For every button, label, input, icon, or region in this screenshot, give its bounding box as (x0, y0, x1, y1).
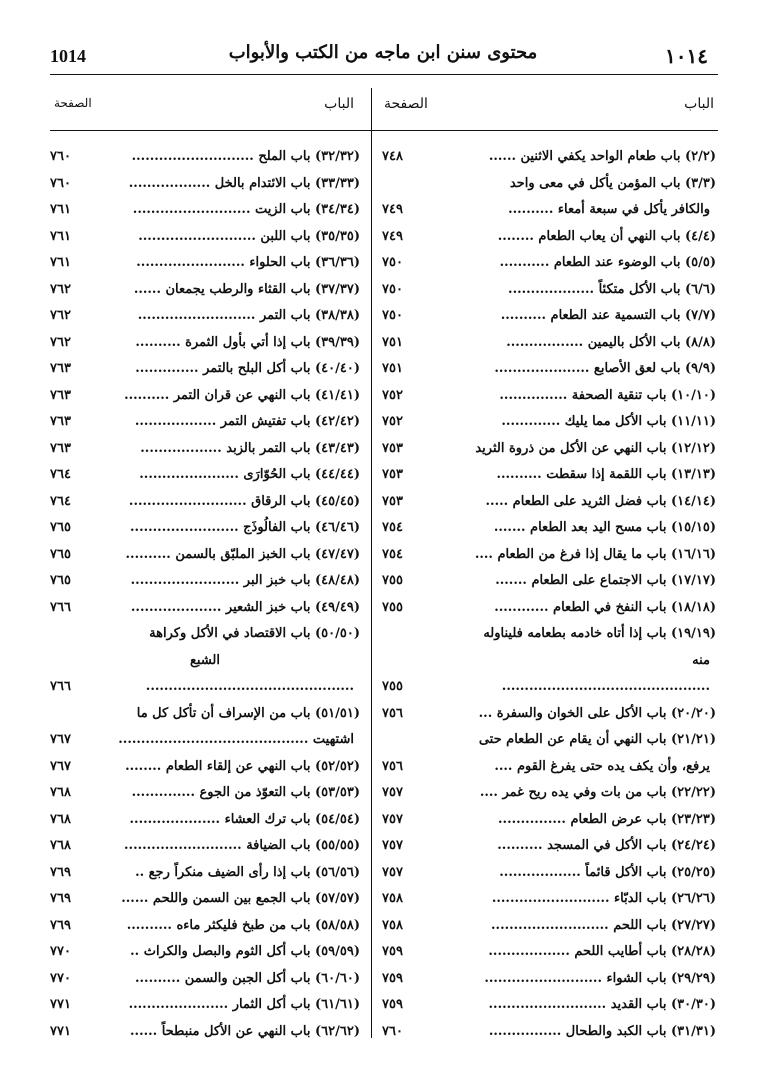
page-reference: ٧٦١ (50, 202, 71, 217)
chapter-title: (٢٢/٢٢) باب من بات وفي يده ريح غمر .... (479, 785, 716, 800)
page-reference: ٧٥٧ (382, 864, 403, 880)
chapter-title: (٤٨/٤٨) باب خبز البر ........................ (130, 573, 360, 588)
chapter-title: (٦/٦) باب الأكل متكئاً ................... (508, 281, 716, 297)
index-entry (50, 462, 360, 489)
chapter-title: (١٦/١٦) باب ما يقال إذا فرغ من الطعام .... (474, 546, 716, 562)
chapter-title: (١٥/١٥) باب مسح اليد بعد الطعام ....... (493, 520, 716, 535)
index-entry (50, 860, 360, 887)
chapter-title: (٣٤/٣٤) باب الزيت .......................... (132, 202, 360, 217)
chapter-title: (٤٤/٤٤) باب الحُوّارَى ...................... (139, 467, 360, 482)
index-entry (50, 833, 360, 860)
page-reference: ٧٥٣ (382, 467, 403, 482)
chapter-title: (٣٦/٣٦) باب الحلواء ........................ (136, 255, 360, 270)
index-entry (50, 754, 360, 781)
right-column-page-heading: الصفحة (384, 96, 428, 112)
page-reference: ٧٦٩ (50, 891, 71, 906)
chapter-title: (٦٢/٦٢) باب النهي عن الأكل منبطحاً ...... (130, 1023, 360, 1039)
page-reference: ٧٦٤ (50, 493, 71, 509)
chapter-title: (٩/٩) باب لعق الأصابع ..................... (494, 361, 716, 376)
index-entry (50, 224, 360, 251)
chapter-title: (٣٥/٣٥) باب اللبن .......................... (138, 228, 360, 244)
chapter-title: (١١/١١) باب الأكل مما يليك ............. (501, 414, 716, 429)
index-entry (382, 568, 716, 595)
index-entry (50, 595, 360, 622)
index-entry (50, 992, 360, 1019)
page-reference: ٧٦٣ (50, 440, 71, 456)
chapter-title: (٥٢/٥٢) باب النهي عن إلقاء الطعام ........ (125, 758, 360, 774)
page-reference: ٧٦٠ (50, 149, 71, 164)
page-reference: ٧٦٢ (50, 334, 71, 350)
page-reference: ٧٦٦ (50, 679, 71, 694)
index-entry (382, 886, 716, 913)
page-reference: ٧٦٢ (50, 281, 71, 297)
page-reference: ٧٤٩ (382, 202, 403, 217)
chapter-title: (٢٠/٢٠) باب الأكل على الخوان والسفرة ... (478, 705, 716, 721)
left-column-index (50, 144, 360, 1045)
page-reference: ٧٥١ (382, 334, 403, 350)
index-entry (382, 833, 716, 860)
index-entry (382, 277, 716, 304)
index-entry (382, 409, 716, 436)
chapter-title: (٥٨/٥٨) باب من طبخ فليكثر ماءه .......... (126, 917, 360, 933)
chapter-title: (١٧/١٧) باب الاجتماع على الطعام ....... (495, 573, 716, 588)
page-reference: ٧٥٥ (382, 599, 403, 615)
page-reference: ٧٥٠ (382, 255, 403, 270)
column-header-rule (50, 130, 718, 131)
chapter-title: والكافر يأكل في سبعة أمعاء .......... (508, 202, 710, 217)
chapter-title: (٣٣/٣٣) باب الائتدام بالخل .................. (128, 175, 360, 191)
page-reference: ٧٦٧ (50, 732, 71, 747)
page-reference: ٧٥٣ (382, 493, 403, 509)
index-entry (382, 250, 716, 277)
chapter-title: (٤٥/٤٥) باب الرقاق .......................... (128, 493, 360, 509)
chapter-title: (١٢/١٢) باب النهي عن الأكل من ذروة الثريد (475, 440, 716, 456)
index-entry (50, 436, 360, 463)
page-reference: ٧٦٧ (50, 758, 71, 774)
index-entry (382, 754, 716, 781)
chapter-title: (٤٣/٤٣) باب التمر بالزبد .................. (140, 440, 360, 456)
page-reference: ٧٦٨ (50, 811, 71, 827)
chapter-title: (٤١/٤١) باب النهي عن قران التمر .......... (124, 387, 360, 403)
chapter-title: (٤٦/٤٦) باب الفالُوذَج ........................ (130, 520, 360, 535)
index-entry (382, 171, 716, 198)
chapter-title: (٥/٥) باب الوضوء عند الطعام ........... (499, 255, 716, 270)
index-entry (382, 224, 716, 251)
chapter-title: (٥٠/٥٠) باب الاقتصاد في الأكل وكراهة (149, 626, 360, 641)
chapter-title: (٢١/٢١) باب النهي أن يقام عن الطعام حتى (478, 732, 716, 747)
index-entry (382, 356, 716, 383)
chapter-title: (٥٧/٥٧) باب الجمع بين السمن واللحم ...... (121, 891, 360, 906)
chapter-title: (٢٩/٢٩) باب الشواء .......................... (484, 970, 716, 986)
left-column-page-heading: الصفحة (54, 96, 92, 110)
index-entry (50, 144, 360, 171)
chapter-title: (٥٦/٥٦) باب إذا رأى الضيف منكراً رجع .. (135, 864, 360, 880)
chapter-title: (٤٠/٤٠) باب أكل البلح بالتمر .............. (135, 361, 360, 376)
index-entry (382, 197, 716, 224)
page-reference: ٧٥٣ (382, 440, 403, 456)
page-reference: ٧٥٩ (382, 944, 403, 959)
index-entry (382, 807, 716, 834)
chapter-title: الشبع (189, 652, 220, 668)
index-entry (382, 621, 716, 648)
index-entry (382, 860, 716, 887)
page-reference: ٧٦٥ (50, 546, 71, 562)
page-reference: ٧٦٨ (50, 785, 71, 800)
chapter-title: (٥٩/٥٩) باب أكل الثوم والبصل والكراث .. (130, 944, 360, 959)
index-entry (50, 780, 360, 807)
page-reference: ٧٦٣ (50, 414, 71, 429)
page-reference: ٧٥٤ (382, 520, 403, 535)
page-reference: ٧٥٩ (382, 970, 403, 986)
page-reference: ٧٦١ (50, 255, 71, 270)
index-entry (382, 966, 716, 993)
page-reference: ٧٥٨ (382, 917, 403, 933)
index-entry (382, 436, 716, 463)
right-column-chapter-heading: الباب (684, 96, 714, 112)
chapter-title: (٢٥/٢٥) باب الأكل قائماً .................. (499, 864, 716, 880)
chapter-title: (٢٧/٢٧) باب اللحم .......................... (491, 917, 716, 933)
chapter-title: (٢٦/٢٦) باب الدبّاء .......................... (491, 891, 716, 906)
index-entry (50, 277, 360, 304)
chapter-title: (٢٤/٢٤) باب الأكل في المسجد .......... (497, 838, 716, 853)
index-entry (50, 886, 360, 913)
index-entry (382, 462, 716, 489)
index-entry (50, 648, 360, 675)
index-entry (50, 489, 360, 516)
index-entry (382, 542, 716, 569)
page-reference: ٧٥٩ (382, 997, 403, 1012)
page-reference: ٧٧٠ (50, 970, 71, 986)
chapter-title: (٥٣/٥٣) باب التعوّذ من الجوع .............. (131, 785, 360, 800)
index-entry (50, 939, 360, 966)
index-entry (50, 330, 360, 357)
index-entry (50, 568, 360, 595)
page-reference: ٧٥١ (382, 361, 403, 376)
index-entry (50, 197, 360, 224)
right-column-index (382, 144, 716, 1045)
index-entry (50, 250, 360, 277)
page-reference: ٧٦٩ (50, 864, 71, 880)
chapter-title: (٤٧/٤٧) باب الخبز الملبّق بالسمن .......... (125, 546, 360, 562)
chapter-title: (١٤/١٤) باب فضل الثريد على الطعام ..... (485, 493, 716, 509)
chapter-title: (٢٣/٢٣) باب عرض الطعام ............... (498, 811, 716, 827)
chapter-title: (٥٤/٥٤) باب ترك العشاء .................... (129, 811, 360, 827)
chapter-title: (١٩/١٩) باب إذا أتاه خادمه بطعامه فليناوله (483, 626, 716, 641)
index-entry (382, 1019, 716, 1046)
index-entry (382, 648, 716, 675)
chapter-title: (٣٧/٣٧) باب القثاء والرطب يجمعان ...... (133, 281, 360, 297)
page-reference: ٧٦١ (50, 228, 71, 244)
index-entry (50, 807, 360, 834)
chapter-title: منه (692, 652, 710, 668)
page-reference: ٧٥٧ (382, 785, 403, 800)
chapter-title: .............................................. (145, 679, 354, 694)
page-reference: ٧٦٤ (50, 467, 71, 482)
page-reference: ٧٦٠ (382, 1023, 403, 1039)
chapter-title: (٦٠/٦٠) باب أكل الجبن والسمن .......... (135, 970, 360, 986)
index-entry (382, 992, 716, 1019)
chapter-title: (٣٢/٣٢) باب الملح ........................... (131, 149, 360, 164)
page-header (0, 0, 766, 74)
chapter-title: يرفع، وأن يكف يده حتى يفرغ القوم .... (494, 758, 710, 774)
index-entry (382, 489, 716, 516)
index-entry (50, 1019, 360, 1046)
index-entry (50, 913, 360, 940)
chapter-title: (١٨/١٨) باب النفخ في الطعام ............ (494, 599, 716, 615)
page-reference: ٧٥٤ (382, 546, 403, 562)
page-reference: ٧٦٢ (50, 308, 71, 323)
page-number-arabic: ١٠١٤ (665, 44, 708, 68)
page-reference: ٧٥٠ (382, 281, 403, 297)
chapter-title: (٤/٤) باب النهي أن يعاب الطعام ........ (497, 228, 716, 244)
page-reference: ٧٥٨ (382, 891, 403, 906)
index-entry (382, 595, 716, 622)
page-reference: ٧٦٣ (50, 387, 71, 403)
chapter-title: (٤٩/٤٩) باب خبز الشعير .................... (130, 599, 360, 615)
index-entry (50, 383, 360, 410)
index-entry (382, 727, 716, 754)
page-reference: ٧٧١ (50, 997, 71, 1012)
chapter-title: (١٠/١٠) باب تنقية الصحفة ............... (499, 387, 716, 403)
chapter-title: (٦١/٦١) باب أكل الثمار ...................... (128, 997, 360, 1012)
page-reference: ٧٤٩ (382, 228, 403, 244)
page-reference: ٧٥٧ (382, 811, 403, 827)
chapter-title: (٢/٢) باب طعام الواحد يكفي الاثنين ...... (488, 149, 716, 164)
page-reference: ٧٥٦ (382, 705, 403, 721)
index-entry (50, 171, 360, 198)
index-entry (382, 780, 716, 807)
index-entry (50, 727, 360, 754)
page-reference: ٧٦٥ (50, 520, 71, 535)
header-rule (50, 74, 718, 75)
page-reference: ٧٥٦ (382, 758, 403, 774)
page-reference: ٧٥٧ (382, 838, 403, 853)
chapter-title: (٣٠/٣٠) باب القديد .......................... (488, 997, 716, 1012)
index-entry (382, 515, 716, 542)
index-entry (50, 515, 360, 542)
chapter-title: .............................................. (501, 679, 710, 694)
chapter-title: (١٣/١٣) باب اللقمة إذا سقطت .......... (496, 467, 716, 482)
page-reference: ٧٥٠ (382, 308, 403, 323)
index-entry (50, 542, 360, 569)
page-reference: ٧٥٥ (382, 679, 403, 694)
running-title: محتوى سنن ابن ماجه من الكتب والأبواب (228, 42, 538, 63)
index-entry (50, 409, 360, 436)
index-entry (382, 701, 716, 728)
page-reference: ٧٧١ (50, 1023, 71, 1039)
page-reference: ٧٦٩ (50, 917, 71, 933)
index-entry (50, 674, 360, 701)
index-entry (382, 913, 716, 940)
index-entry (50, 966, 360, 993)
index-entry (50, 356, 360, 383)
page-reference: ٧٦٦ (50, 599, 71, 615)
chapter-title: (٥٥/٥٥) باب الضيافة .......................... (124, 838, 360, 853)
index-entry (382, 383, 716, 410)
chapter-title: (٣٩/٣٩) باب إذا أتي بأول الثمرة .......... (135, 334, 360, 350)
page-number-latin: 1014 (50, 46, 86, 66)
page-reference: ٧٦٨ (50, 838, 71, 853)
index-entry (382, 330, 716, 357)
page-reference: ٧٦٠ (50, 175, 71, 191)
page-reference: ٧٧٠ (50, 944, 71, 959)
page-reference: ٧٥٥ (382, 573, 403, 588)
chapter-title: (٤٢/٤٢) باب تفتيش التمر .................. (134, 414, 360, 429)
index-entry (50, 701, 360, 728)
page-reference: ٧٤٨ (382, 149, 403, 164)
chapter-title: (٢٨/٢٨) باب أطايب اللحم .................. (488, 944, 716, 959)
index-entry (382, 303, 716, 330)
left-column-chapter-heading: الباب (324, 96, 354, 112)
chapter-title: (٣١/٣١) باب الكبد والطحال ................ (488, 1023, 716, 1039)
index-entry (382, 939, 716, 966)
chapter-title: (٥١/٥١) باب من الإسراف أن تأكل كل ما (136, 705, 360, 721)
chapter-title: (٧/٧) باب التسمية عند الطعام .......... (500, 308, 716, 323)
page-reference: ٧٥٢ (382, 387, 403, 403)
chapter-title: (٣/٣) باب المؤمن يأكل في معى واحد (509, 175, 716, 191)
index-entry (382, 144, 716, 171)
column-divider (371, 88, 372, 1038)
page-reference: ٧٦٥ (50, 573, 71, 588)
index-entry (382, 674, 716, 701)
page-reference: ٧٦٣ (50, 361, 71, 376)
index-entry (50, 621, 360, 648)
index-entry (50, 303, 360, 330)
page-reference: ٧٥٢ (382, 414, 403, 429)
chapter-title: اشتهيت .......................................... (118, 732, 354, 747)
chapter-title: (٨/٨) باب الأكل باليمين ................. (506, 334, 716, 350)
chapter-title: (٣٨/٣٨) باب التمر .......................... (137, 308, 360, 323)
